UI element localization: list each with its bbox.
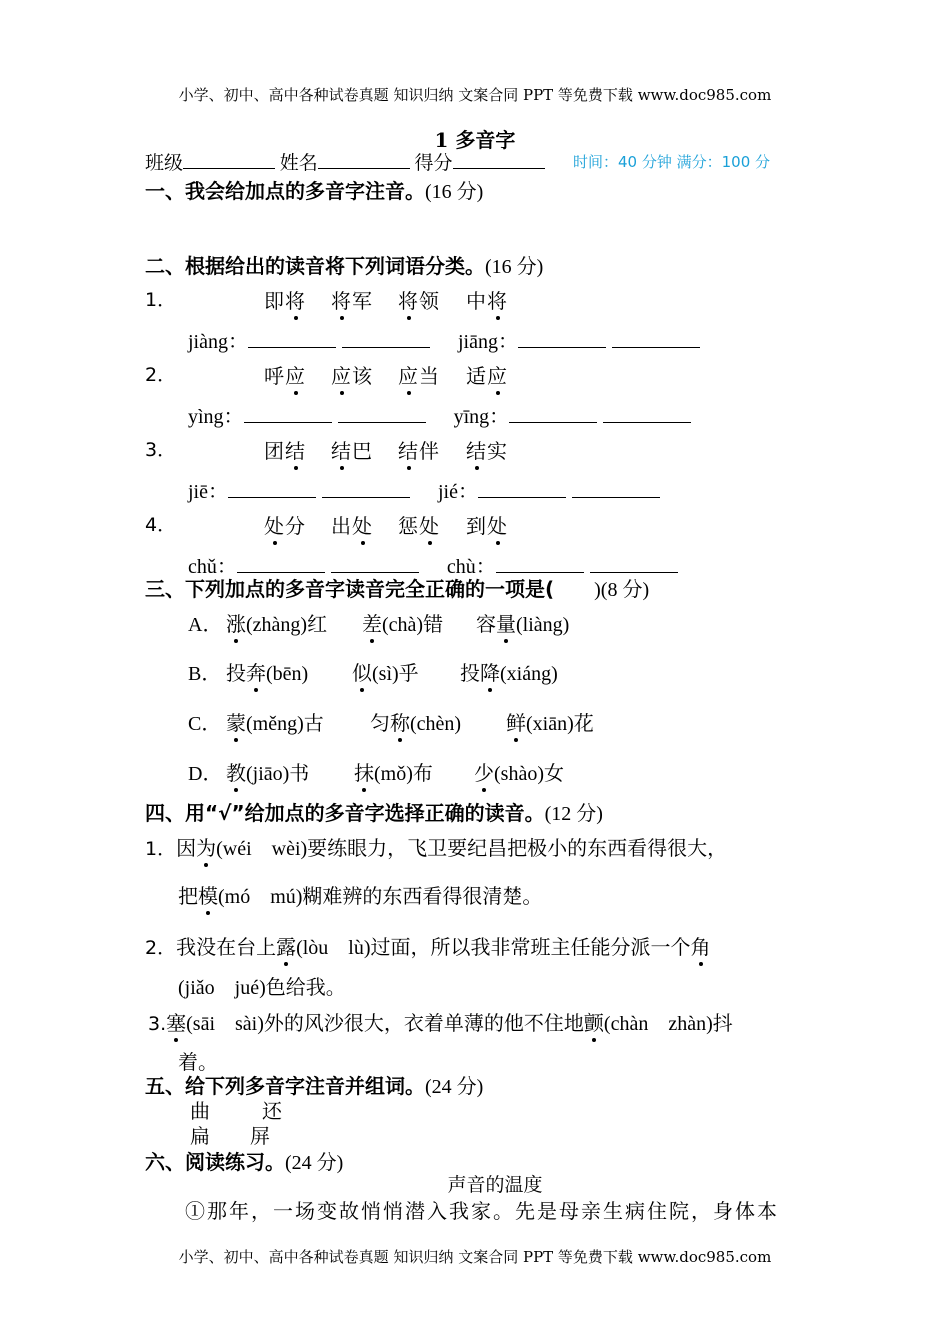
s3-option-item: 涨(zhàng)红 bbox=[226, 608, 327, 637]
section-2-heading: 二、根据给出的读音将下列词语分类。(16 分) bbox=[145, 254, 544, 278]
s2-word: 惩处 bbox=[398, 510, 440, 539]
s2-word: 团结 bbox=[264, 435, 306, 464]
s2-answer-blank[interactable] bbox=[248, 329, 336, 348]
s2-group-number: 1． bbox=[145, 289, 177, 311]
page-header: 小学、初中、高中各种试卷真题 知识归纳 文案合同 PPT 等免费下载 www.doc985.com bbox=[178, 86, 772, 104]
s3-option-item: 蒙(měng)古 bbox=[226, 707, 324, 736]
s4-question-2-line-2: (jiǎo jué)色给我。 bbox=[178, 977, 346, 999]
s3-option-item: 鲜(xiān)花 bbox=[506, 707, 594, 736]
s2-answer-blank[interactable] bbox=[496, 554, 584, 573]
s5-char-huan: 还 bbox=[262, 1101, 282, 1123]
s2-answer-blank[interactable] bbox=[237, 554, 325, 573]
section-3-heading: 三、下列加点的多音字读音完全正确的一项是( )(8 分) bbox=[145, 577, 650, 601]
s2-word: 结实 bbox=[466, 435, 508, 464]
section-4-heading: 四、用“√”给加点的多音字选择正确的读音。(12 分) bbox=[145, 801, 603, 825]
s4-question-2-line-1: 2．我没在台上露(lòu lù)过面，所以我非常班主任能分派一个角 bbox=[145, 931, 711, 960]
class-label: 班级 bbox=[145, 153, 184, 174]
s2-word: 结巴 bbox=[331, 435, 373, 464]
s5-char-qu: 曲 bbox=[190, 1101, 210, 1123]
time-score-info: 时间：40 分钟 满分：100 分 bbox=[573, 153, 771, 171]
s2-word: 到处 bbox=[466, 510, 508, 539]
section-6-heading: 六、阅读练习。(24 分) bbox=[145, 1150, 344, 1174]
s4-question-1-line-2: 把模(mó mú)糊难辨的东西看得很清楚。 bbox=[178, 880, 542, 909]
s3-option-item: 教(jiāo)书 bbox=[226, 757, 309, 786]
s2-word: 应该 bbox=[331, 360, 373, 389]
s3-option-item: 投降(xiáng) bbox=[460, 657, 558, 686]
s2-answer-blank[interactable] bbox=[590, 554, 678, 573]
s2-word: 处分 bbox=[264, 510, 306, 539]
score-label: 得分 bbox=[414, 153, 453, 174]
section-1-heading: 一、我会给加点的多音字注音。(16 分) bbox=[145, 179, 484, 203]
s2-answer-row: jiàng： jiāng： bbox=[188, 325, 706, 354]
s3-option-item: 差(chà)错 bbox=[362, 608, 443, 637]
s2-answer-blank[interactable] bbox=[338, 404, 426, 423]
s2-answer-blank[interactable] bbox=[603, 404, 691, 423]
page-footer: 小学、初中、高中各种试卷真题 知识归纳 文案合同 PPT 等免费下载 www.doc985.com bbox=[178, 1248, 772, 1266]
s2-answer-row: yìng： yīng： bbox=[188, 400, 697, 429]
name-label: 姓名 bbox=[279, 153, 318, 174]
s2-answer-blank[interactable] bbox=[322, 479, 410, 498]
s2-answer-row: chǔ： chù： bbox=[188, 550, 684, 579]
s3-option-item: 抹(mǒ)布 bbox=[354, 757, 433, 786]
s3-option-item: 投奔(bēn) bbox=[226, 657, 308, 686]
score-blank[interactable] bbox=[453, 150, 545, 169]
s2-answer-blank[interactable] bbox=[331, 554, 419, 573]
s2-group-number: 4． bbox=[145, 514, 177, 536]
student-info-row bbox=[145, 148, 545, 175]
s2-answer-blank[interactable] bbox=[228, 479, 316, 498]
s2-group-number: 3． bbox=[145, 439, 177, 461]
s2-word: 呼应 bbox=[264, 360, 306, 389]
s2-word: 结伴 bbox=[398, 435, 440, 464]
s2-answer-blank[interactable] bbox=[518, 329, 606, 348]
s2-answer-blank[interactable] bbox=[244, 404, 332, 423]
section-5-heading: 五、给下列多音字注音并组词。(24 分) bbox=[145, 1074, 484, 1098]
s3-option-label[interactable]: B． bbox=[188, 663, 222, 685]
s4-question-3-line-1: 3.塞(sāi sài)外的风沙很大，衣着单薄的他不住地颤(chàn zhàn)抖 bbox=[148, 1007, 733, 1036]
s3-option-item: 似(sì)乎 bbox=[352, 657, 419, 686]
s3-option-item: 容量(liàng) bbox=[476, 608, 569, 637]
passage-paragraph: ①那年，一场变故悄悄潜入我家。先是母亲生病住院，身体本 bbox=[185, 1199, 779, 1223]
class-blank[interactable] bbox=[183, 150, 275, 169]
s3-option-item: 匀称(chèn) bbox=[370, 707, 461, 736]
s2-answer-blank[interactable] bbox=[478, 479, 566, 498]
s2-answer-blank[interactable] bbox=[572, 479, 660, 498]
s2-word: 即将 bbox=[264, 285, 306, 314]
s3-option-label[interactable]: D． bbox=[188, 763, 223, 785]
s2-answer-blank[interactable] bbox=[342, 329, 430, 348]
s2-answer-blank[interactable] bbox=[612, 329, 700, 348]
s2-answer-row: jiē： jié： bbox=[188, 475, 666, 504]
s3-option-label[interactable]: C． bbox=[188, 713, 222, 735]
s2-word: 出处 bbox=[331, 510, 373, 539]
s5-char-bian: 扁 bbox=[190, 1126, 210, 1148]
s2-answer-blank[interactable] bbox=[509, 404, 597, 423]
s2-word: 将领 bbox=[398, 285, 440, 314]
s3-option-item: 少(shào)女 bbox=[474, 757, 564, 786]
s4-question-1-line-1: 1．因为(wéi wèi)要练眼力，飞卫要纪昌把极小的东西看得很大， bbox=[145, 832, 727, 861]
s2-word: 适应 bbox=[466, 360, 508, 389]
passage-title: 声音的温度 bbox=[447, 1174, 543, 1196]
s2-group-number: 2． bbox=[145, 364, 177, 386]
s4-question-3-line-2: 着。 bbox=[178, 1052, 218, 1074]
page-title: 1 多音字 bbox=[434, 128, 516, 152]
s2-word: 将军 bbox=[331, 285, 373, 314]
s3-option-label[interactable]: A． bbox=[188, 614, 223, 636]
name-blank[interactable] bbox=[318, 150, 410, 169]
s5-char-ping: 屏 bbox=[250, 1126, 270, 1148]
s2-word: 应当 bbox=[398, 360, 440, 389]
s2-word: 中将 bbox=[466, 285, 508, 314]
